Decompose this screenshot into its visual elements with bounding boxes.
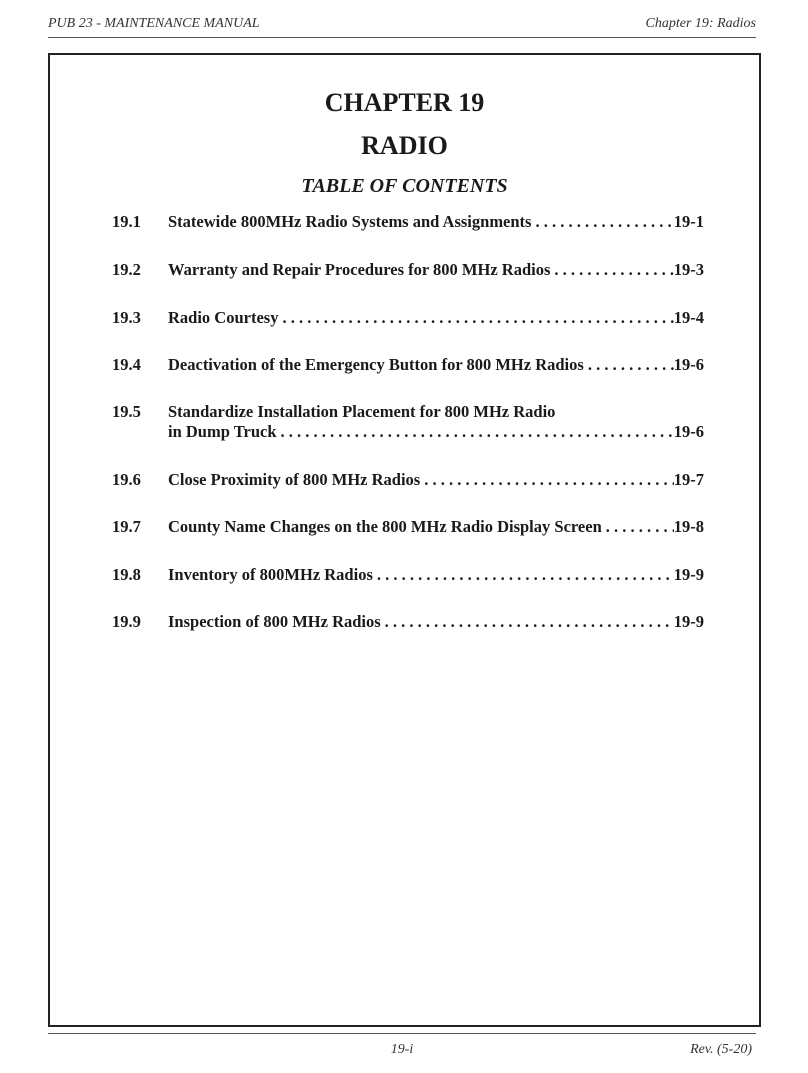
toc-page-number: 19-4 (673, 308, 704, 327)
toc-dot-leader (277, 422, 674, 442)
toc-entry-body (168, 212, 704, 232)
toc-section-title: Standardize Installation Placement for 800 MHz Radio (168, 402, 556, 421)
toc-page-number: 19-8 (673, 517, 704, 536)
toc-section-number: 19.7 (112, 517, 141, 536)
toc-entry[interactable] (112, 517, 704, 537)
toc-section-title: Deactivation of the Emergency Button for 800 MHz Radios (168, 355, 584, 374)
toc-page-number: 19-1 (673, 212, 704, 231)
chapter-title: CHAPTER 19 (324, 88, 485, 117)
toc-page-number: 19-6 (673, 422, 704, 441)
toc-section-title: Inventory of 800MHz Radios (168, 565, 373, 584)
toc-line (168, 565, 704, 585)
toc-entry-body (168, 355, 704, 375)
toc-section-title: Radio Courtesy (168, 308, 279, 327)
running-footer (48, 1033, 756, 1063)
toc-entry-body (168, 308, 704, 328)
toc-section-title: Statewide 800MHz Radio Systems and Assignments (168, 212, 532, 231)
toc-entry[interactable] (112, 565, 704, 585)
toc-line (168, 422, 704, 442)
manual-title: PUB 23 - MAINTENANCE MANUAL (48, 16, 260, 31)
toc-dot-leader (531, 212, 673, 232)
page-number: 19-i (390, 1042, 414, 1057)
toc-section-number: 19.9 (112, 612, 141, 631)
toc-dot-leader (584, 355, 674, 375)
toc-line (168, 212, 704, 232)
toc-entry[interactable] (112, 308, 704, 328)
toc-dot-leader (602, 517, 674, 537)
toc-dot-leader (278, 308, 673, 328)
toc-entry-body (168, 612, 704, 632)
running-header (48, 14, 756, 38)
toc-section-number: 19.4 (112, 355, 141, 374)
toc-dot-leader (373, 565, 674, 585)
toc-section-number: 19.8 (112, 565, 141, 584)
chapter-label: Chapter 19: Radios (645, 16, 756, 31)
toc-dot-leader (420, 470, 674, 490)
toc-section-number: 19.6 (112, 470, 141, 489)
toc-page-number: 19-7 (673, 470, 704, 489)
page-frame (48, 53, 761, 1027)
toc-section-title: Close Proximity of 800 MHz Radios (168, 470, 421, 489)
toc-line (168, 260, 704, 280)
toc-line (168, 355, 704, 375)
toc-section-title: Inspection of 800 MHz Radios (168, 612, 381, 631)
toc-dot-leader (550, 260, 673, 280)
toc-entry-body (168, 565, 704, 585)
toc-dot-leader (381, 612, 674, 632)
toc-line (168, 308, 704, 328)
toc-heading: TABLE OF CONTENTS (301, 175, 508, 197)
toc-line (168, 517, 704, 537)
toc-entry-body (168, 470, 704, 490)
chapter-subject: RADIO (361, 131, 448, 160)
toc-entry[interactable] (112, 355, 704, 375)
toc-entry[interactable] (112, 470, 704, 490)
toc-section-title: County Name Changes on the 800 MHz Radio Display Screen (168, 517, 602, 536)
toc-section-number: 19.5 (112, 402, 141, 421)
toc-page-number: 19-3 (673, 260, 704, 279)
toc-page-number: 19-6 (673, 355, 704, 374)
toc-section-title: Warranty and Repair Procedures for 800 MHz Radios (168, 260, 551, 279)
toc-entry[interactable] (112, 260, 704, 280)
toc-section-number: 19.3 (112, 308, 141, 327)
toc-page-number: 19-9 (673, 565, 704, 584)
toc-entry[interactable] (112, 212, 704, 232)
toc-entry-body (168, 260, 704, 280)
toc-entry[interactable] (112, 402, 704, 442)
toc-line (168, 402, 704, 422)
toc-section-number: 19.1 (112, 212, 141, 231)
toc-entry-body (168, 517, 704, 537)
toc-section-title: in Dump Truck (168, 422, 277, 441)
toc-entry-body (168, 402, 704, 442)
toc-line (168, 612, 704, 632)
revision-label: Rev. (5-20) (690, 1042, 752, 1057)
toc-entry[interactable] (112, 612, 704, 632)
toc-page-number: 19-9 (673, 612, 704, 631)
toc-line (168, 470, 704, 490)
toc-section-number: 19.2 (112, 260, 141, 279)
